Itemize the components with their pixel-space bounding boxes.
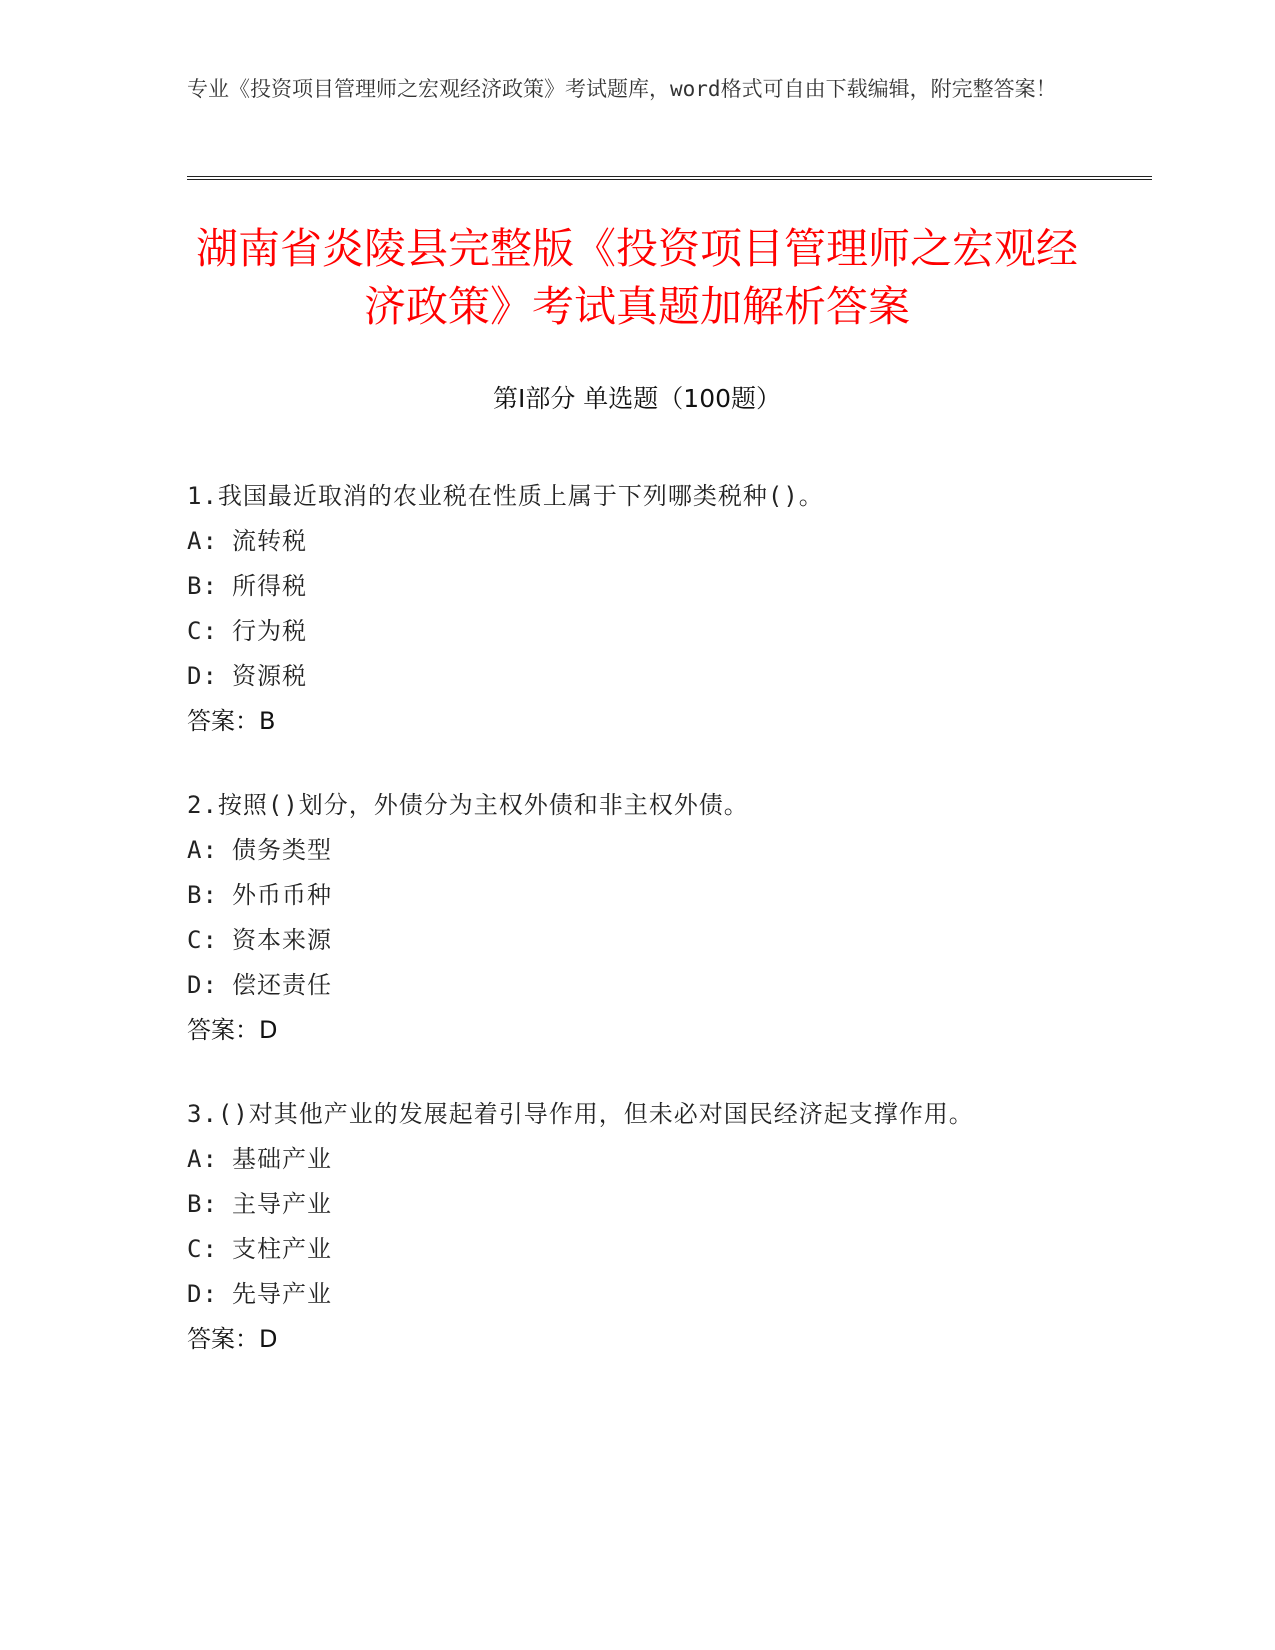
- option-key: C:: [187, 617, 218, 645]
- option-a: [187, 828, 1067, 873]
- answer-label: 答案：: [187, 1016, 259, 1044]
- option-text: 资本来源: [232, 926, 332, 954]
- option-d: [187, 654, 1067, 699]
- answer-line: [187, 1317, 1067, 1362]
- option-text: 基础产业: [232, 1145, 332, 1173]
- answer-value: D: [259, 1016, 278, 1044]
- option-text: 主导产业: [232, 1190, 332, 1218]
- header-note: 专业《投资项目管理师之宏观经济政策》考试题库，word格式可自由下载编辑，附完整答案！: [187, 77, 1057, 101]
- question-stem: 2.按照()划分，外债分为主权外债和非主权外债。: [187, 791, 749, 819]
- answer-value: D: [259, 1325, 278, 1353]
- option-text: 外币币种: [232, 881, 332, 909]
- option-text: 流转税: [232, 527, 307, 555]
- header-divider: [187, 176, 1152, 180]
- answer-label: 答案：: [187, 1325, 259, 1353]
- option-a: [187, 1137, 1067, 1182]
- option-b: [187, 1182, 1067, 1227]
- option-d: [187, 963, 1067, 1008]
- option-key: D:: [187, 971, 218, 999]
- option-b: [187, 564, 1067, 609]
- question-1: [187, 474, 1067, 744]
- option-text: 所得税: [232, 572, 307, 600]
- option-b: [187, 873, 1067, 918]
- option-key: C:: [187, 926, 218, 954]
- option-key: B:: [187, 881, 218, 909]
- option-key: B:: [187, 572, 218, 600]
- question-3: [187, 1092, 1067, 1362]
- option-key: B:: [187, 1190, 218, 1218]
- document-title: 湖南省炎陵县完整版《投资项目管理师之宏观经济政策》考试真题加解析答案: [195, 224, 1078, 331]
- answer-label: 答案：: [187, 707, 259, 735]
- answer-line: [187, 1008, 1067, 1053]
- option-text: 行为税: [232, 617, 307, 645]
- option-text: 偿还责任: [232, 971, 332, 999]
- question-stem: 1.我国最近取消的农业税在性质上属于下列哪类税种()。: [187, 482, 824, 510]
- section-title: 第Ⅰ部分 单选题（100题）: [492, 384, 782, 413]
- question-stem: 3.()对其他产业的发展起着引导作用，但未必对国民经济起支撑作用。: [187, 1100, 974, 1128]
- answer-line: [187, 699, 1067, 744]
- option-key: A:: [187, 527, 218, 555]
- option-text: 债务类型: [232, 836, 332, 864]
- option-c: [187, 918, 1067, 963]
- question-list: [187, 474, 1067, 1401]
- option-key: D:: [187, 662, 218, 690]
- option-a: [187, 519, 1067, 564]
- option-c: [187, 1227, 1067, 1272]
- answer-value: B: [259, 707, 276, 735]
- option-c: [187, 609, 1067, 654]
- question-2: [187, 783, 1067, 1053]
- option-key: D:: [187, 1280, 218, 1308]
- option-d: [187, 1272, 1067, 1317]
- option-key: C:: [187, 1235, 218, 1263]
- option-text: 先导产业: [232, 1280, 332, 1308]
- option-key: A:: [187, 836, 218, 864]
- option-text: 支柱产业: [232, 1235, 332, 1263]
- option-key: A:: [187, 1145, 218, 1173]
- option-text: 资源税: [232, 662, 307, 690]
